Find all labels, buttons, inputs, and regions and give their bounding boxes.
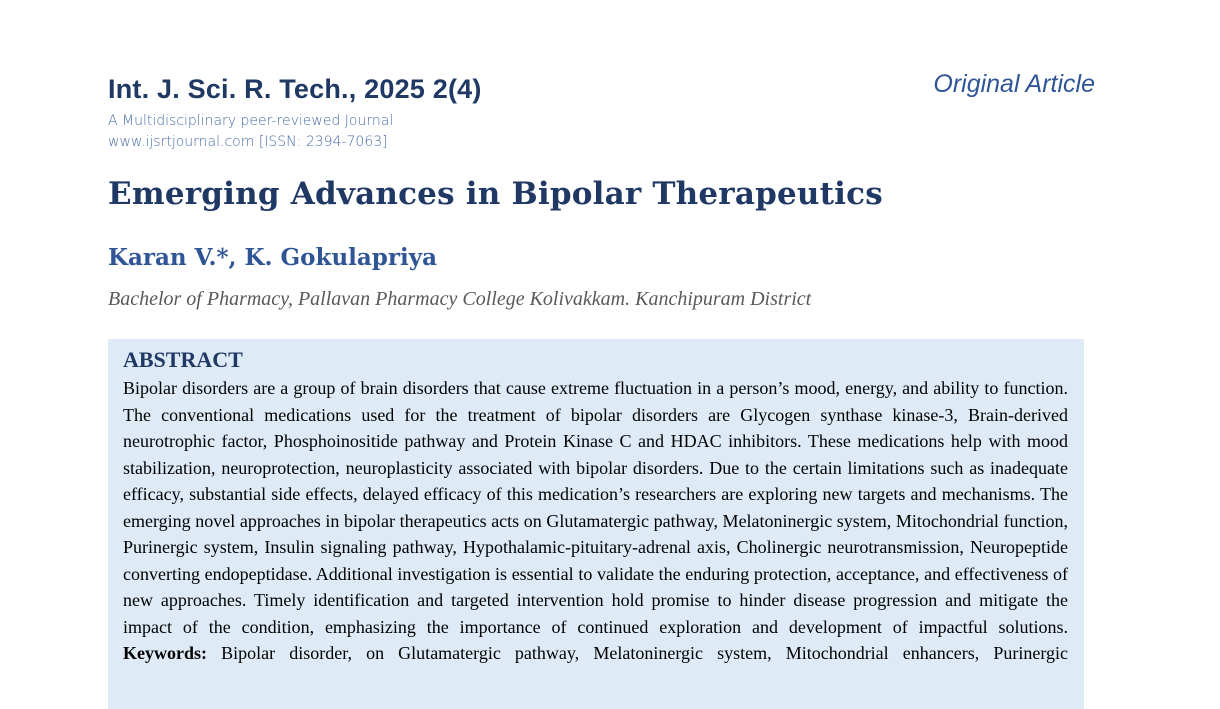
- abstract-text: Bipolar disorders are a group of brain disorders that cause extreme fluctuation in a person’s mood, energy, and ability to function. The conventional medications used for the treatment of bipolar disorders are Glycogen synthase kinase-3, Brain-derived neurotrophic factor, Phosphoinositide pathway and Protein Kinase C and HDAC inhibitors. These medications help with mood stabilization, neuroprotection, neuroplasticity associated with bipolar disorders. Due to the certain limitations such as inadequate efficacy, substantial side effects, delayed efficacy of this medication’s researchers are exploring new targets and mechanisms. The emerging novel approaches in bipolar therapeutics acts on Glutamatergic pathway, Melatoninergic system, Mitochondrial function, Purinergic system, Insulin signaling pathway, Hypothalamic-pituitary-adrenal axis, Cholinergic neurotransmission, Neuropeptide converting endopeptidase. Additional investigation is essential to validate the enduring protection, acceptance, and effectiveness of new approaches. Timely identification and targeted intervention hold promise to hinder disease progression and mitigate the impact of the condition, emphasizing the importance of continued exploration and development of impactful solutions.: [123, 378, 1068, 637]
- abstract-body: [123, 375, 1068, 667]
- keywords-text: Bipolar disorder, on Glutamatergic pathway, Melatoninergic system, Mitochondrial enhancers, Purinergic: [221, 643, 1069, 663]
- paper-title: Emerging Advances in Bipolar Therapeutics: [108, 176, 883, 212]
- journal-title: Int. J. Sci. R. Tech., 2025 2(4): [108, 74, 482, 104]
- abstract-section: [108, 339, 1084, 709]
- journal-description: A Multidisciplinary peer-reviewed Journal: [108, 113, 394, 129]
- author-affiliation: Bachelor of Pharmacy, Pallavan Pharmacy College Kolivakkam. Kanchipuram District: [108, 288, 812, 310]
- abstract-heading: ABSTRACT: [123, 347, 243, 372]
- journal-website: www.ijsrtjournal.com [ISSN: 2394-7063]: [108, 134, 388, 150]
- article-type-label: Original Article: [933, 70, 1095, 98]
- keywords-line: [123, 640, 1068, 667]
- keywords-label: Keywords:: [123, 643, 207, 663]
- paper-authors: Karan V.*, K. Gokulapriya: [108, 244, 438, 271]
